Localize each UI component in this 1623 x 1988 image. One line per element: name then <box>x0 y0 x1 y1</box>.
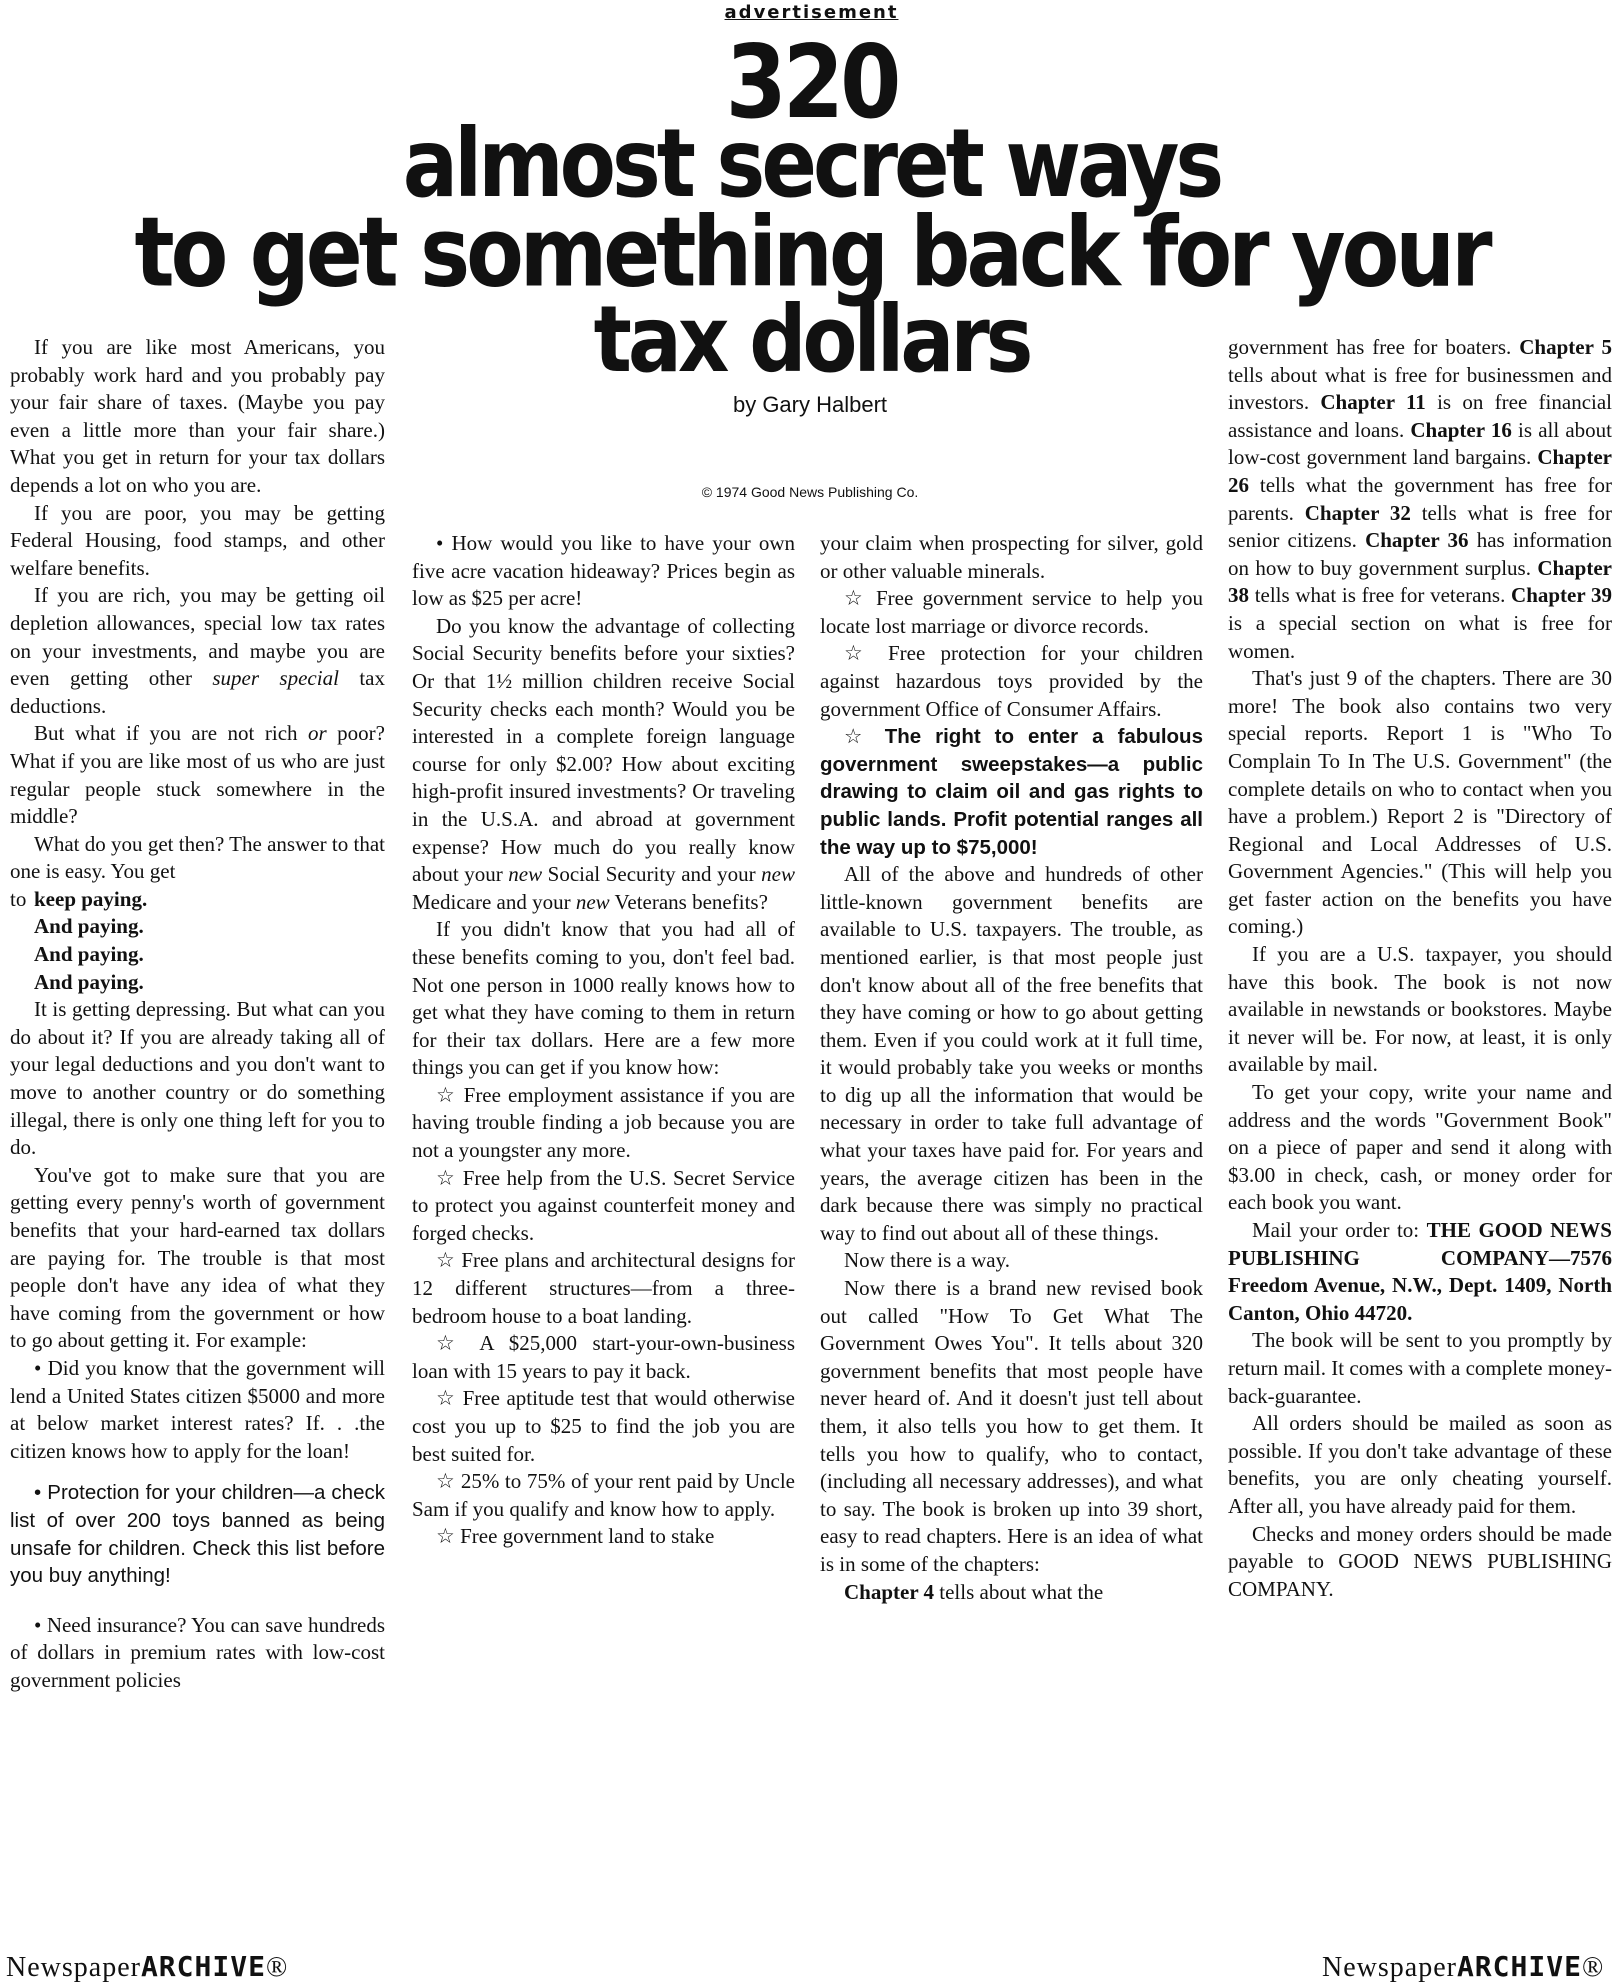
keep-paying: keep paying. <box>34 886 148 911</box>
paragraph: The book will be sent to you promptly by return mail. It comes with a complete money-back-guarantee. <box>1228 1328 1612 1408</box>
newspaperarchive-watermark-right: NewspaperARCHIVE® <box>1322 1950 1605 1983</box>
and-paying: And paying. <box>34 914 144 939</box>
bullet-item-bold: • Protection for your children—a check list of over 200 toys banned as being unsafe for children. Check this list before you buy anything! <box>10 1481 385 1588</box>
star-icon: ☆ <box>436 1331 466 1356</box>
paragraph: If you are rich, you may be getting oil depletion allowances, special low tax rates on your investments, and maybe you are even getting other super special tax deductions. <box>10 583 385 718</box>
headline-line-2: almost secret ways <box>402 109 1221 220</box>
newspaperarchive-watermark-left: NewspaperARCHIVE® <box>6 1950 289 1983</box>
star-icon: ☆ <box>844 586 867 611</box>
column-1 <box>10 334 385 1695</box>
star-item: ☆ Free plans and architectural designs for 12 different structures—from a three-bedroom house to a boat landing. <box>412 1248 795 1328</box>
paragraph: If you didn't know that you had all of these benefits coming to you, don't feel bad. Not one person in 1000 really knows how to get what they have coming to them in return for their tax dollars. Here are a few more things you can get if you know how: <box>412 917 795 1080</box>
byline: by Gary Halbert <box>732 392 888 417</box>
headline-line-4: tax dollars <box>593 285 1030 393</box>
star-icon: ☆ <box>436 1082 457 1107</box>
column-4 <box>1228 334 1612 1603</box>
paragraph: Checks and money orders should be made payable to GOOD NEWS PUBLISHING COMPANY. <box>1228 1521 1612 1601</box>
paragraph: If you are like most Americans, you probably work hard and you probably pay your fair share of taxes. (Maybe you pay even a little more than your fair share.) What you get in return for your tax dollars depends a lot on who you are. <box>10 335 385 497</box>
paragraph: Do you know the advantage of collecting Social Security benefits before your sixties? Or that 1½ million children receive Social Security checks each month? Would you be interested in a complete foreign language course for only $2.00? How about exciting high-profit insured investments? Or traveling in the U.S.A. and abroad at government expense? How much do you really know about your new Social Security and your new Medicare and your new Veterans benefits? <box>412 613 795 914</box>
paragraph: Now there is a way. <box>844 1248 1011 1273</box>
star-icon: ☆ <box>436 1524 455 1549</box>
paragraph: That's just 9 of the chapters. There are 30 more! The book also contains two very special reports. Report 1 is "Who To Complain To In The U.S. Government" (the complete details on who to contact when you have a problem.) Report 2 is "Directory of Regional and Local Addresses of U.S. Government Agencies." (This will help you get faster action on the benefits you have coming.) <box>1228 666 1612 939</box>
headline-number: 320 <box>725 22 898 142</box>
star-item: ☆ Free help from the U.S. Secret Service to protect you against counterfeit money and forged checks. <box>412 1165 796 1245</box>
paragraph: If you are poor, you may be getting Federal Housing, food stamps, and other welfare benefits. <box>10 500 385 580</box>
paragraph: But what if you are not rich or poor? What if you are like most of us who are just regular people stuck somewhere in the middle? <box>10 721 385 829</box>
paragraph: All orders should be mailed as soon as possible. If you don't take advantage of these benefits, you are only cheating yourself. After all, you have already paid for them. <box>1228 1411 1612 1518</box>
paragraph: If you are a U.S. taxpayer, you should have this book. The book is not now available in newstands or bookstores. Maybe it never will be. For now, at least, it is only available by mail. <box>1228 942 1612 1077</box>
star-icon: ☆ <box>844 641 873 666</box>
star-item: ☆ Free employment assistance if you are having trouble finding a job because you are not a youngster any more. <box>412 1082 795 1163</box>
paragraph: Now there is a brand new revised book out called "How To Get What The Government Owes You". It tells about 320 government benefits that most people have never heard of. And it doesn't just tell about them, it also tells you how to get them. It tells you how to qualify, who to contact, (including all necessary addresses), and what to say. The book is broken up into 39 short, easy to read chapters. Here is an idea of what is in some of the chapters: <box>820 1276 1203 1576</box>
paragraph: All of the above and hundreds of other little-known government benefits are available to U.S. taxpayers. The trouble, as mentioned earlier, is that most people just don't know about all of the free benefits that they have coming or how to go about getting them. Even if you could work at it full time, it would probably take you weeks or months to dig up all the information that would be necessary in order to take full advantage of what your taxes have paid for. For years and years, the average citizen has been in the dark because there was simply no practical way to find out about all of these things. <box>820 862 1203 1245</box>
star-icon: ☆ <box>436 1386 457 1411</box>
keep-paying-list <box>10 886 385 996</box>
bullet-item: • Did you know that the government will lend a United States citizen $5000 and more at below market interest rates? If. . .the citizen knows how to apply for the loan! <box>10 1355 385 1463</box>
bullet-item: • How would you like to have your own five acre vacation hideaway? Prices begin as low as $25 per acre! <box>412 531 795 611</box>
paragraph: To get your copy, write your name and address and the words "Government Book" on a piece of paper and send it along with $3.00 in check, cash, or money order for each book you want. <box>1228 1080 1612 1215</box>
paragraph: your claim when prospecting for silver, gold or other valuable minerals. <box>820 531 1203 583</box>
star-item: ☆ Free government land to stake <box>436 1524 715 1549</box>
paragraph: What do you get then? The answer to that one is easy. You get <box>10 831 385 884</box>
star-item: ☆ A $25,000 start-your-own-business loan with 15 years to pay it back. <box>412 1331 795 1383</box>
column-2 <box>412 530 795 1551</box>
order-address: Mail your order to: THE GOOD NEWS PUBLISHING COMPANY—7576 Freedom Avenue, N.W., Dept. 1409, North Canton, Ohio 44720. <box>1228 1218 1612 1325</box>
star-icon: ☆ <box>436 1165 457 1190</box>
to-word: to <box>10 886 27 911</box>
bullet-item: • Need insurance? You can save hundreds of dollars in premium rates with low-cost government policies <box>10 1612 385 1692</box>
star-item: ☆ Free government service to help you locate lost marriage or divorce records. <box>820 586 1204 638</box>
column-3 <box>820 530 1203 1606</box>
star-item-bold: ☆ The right to enter a fabulous government sweepstakes—a public drawing to claim oil and gas rights to public lands. Profit potential ranges all the way up to $75,000! <box>820 724 1203 859</box>
copyright-notice: © 1974 Good News Publishing Co. <box>701 484 919 500</box>
and-paying: And paying. <box>34 942 144 967</box>
star-item: ☆ Free protection for your children against hazardous toys provided by the government Office of Consumer Affairs. <box>820 641 1203 721</box>
paragraph: It is getting depressing. But what can you do about it? If you are already taking all of your legal deductions and you don't want to move to another country or do something illegal, there is only one thing left for you to do. <box>10 997 385 1160</box>
star-item: ☆ 25% to 75% of your rent paid by Uncle Sam if you qualify and know how to apply. <box>412 1469 795 1521</box>
star-icon: ☆ <box>844 724 871 749</box>
paragraph: You've got to make sure that you are getting every penny's worth of government benefits that your hard-earned tax dollars are paying for. The trouble is that most people don't have any idea of what they have coming from the government or how to go about getting it. For example: <box>10 1162 385 1353</box>
star-icon: ☆ <box>436 1469 456 1494</box>
chapters-paragraph: government has free for boaters. Chapter 5 tells about what is free for businessmen and investors. Chapter 11 is on free financial assistance and loans. Chapter 16 is all about low-cost government land bargains. Chapter 26 tells what the government has free for parents. Chapter 32 tells what is free for senior citizens. Chapter 36 has information on how to buy government surplus. Chapter 38 tells what is free for veterans. Chapter 39 is a special section on what is free for women. <box>1228 335 1613 663</box>
star-item: ☆ Free aptitude test that would otherwise cost you up to $25 to find the job you are best suited for. <box>412 1386 795 1466</box>
and-paying: And paying. <box>34 969 144 994</box>
headline-line-3: to get something back for your <box>134 195 1489 309</box>
star-icon: ☆ <box>436 1248 456 1273</box>
advertisement-label: advertisement <box>724 2 899 23</box>
paragraph: Chapter 4 tells about what the <box>844 1579 1104 1604</box>
